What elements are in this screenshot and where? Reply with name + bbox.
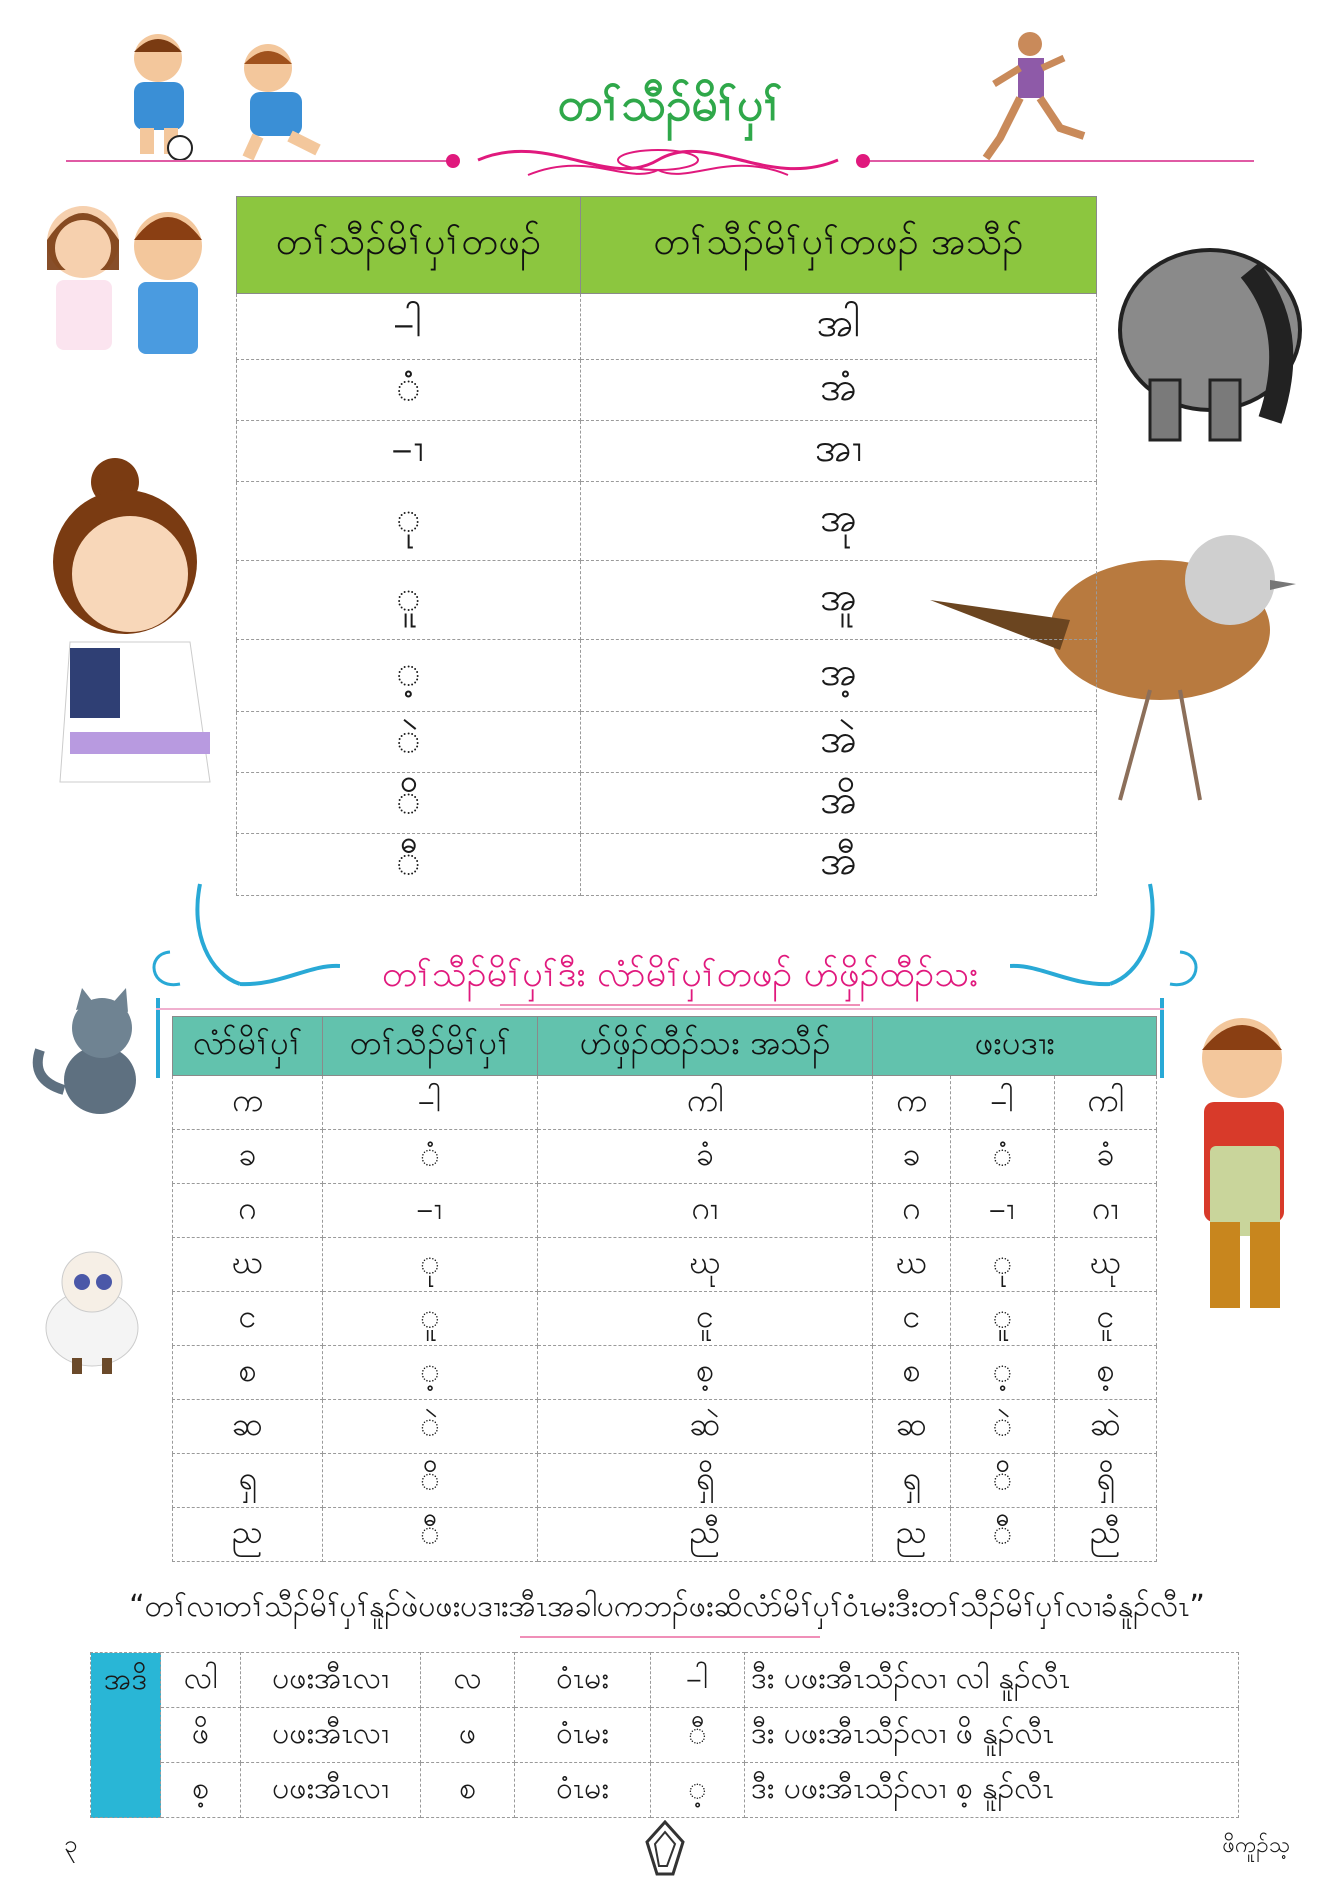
sound-cell: အူ [581, 561, 1097, 640]
boy-running-illustration [228, 40, 338, 160]
consonant-cell: ခ [173, 1130, 323, 1184]
example-mark: ့ [651, 1763, 745, 1818]
header-sound-marks: တၢ်သီၣ်မိၢ်ပှၢ်တဖၣ် [237, 197, 581, 294]
boy-with-bag-illustration [1180, 1006, 1310, 1326]
spell-result-cell: ဆဲ [1055, 1400, 1157, 1454]
header-combined-sound: ဟ်ဖှိၣ်ထီၣ်သး အသီၣ် [538, 1017, 873, 1076]
spell-mark-cell: –ၢ [951, 1184, 1055, 1238]
result-cell: ရှိ [538, 1454, 873, 1508]
example-connector: ဝံၤမး [515, 1763, 651, 1818]
spell-result-cell: ဂၢ [1055, 1184, 1157, 1238]
mark-cell: ဲ [237, 712, 581, 773]
girl-with-book-illustration [30, 452, 240, 802]
spell-result-cell: ဃု [1055, 1238, 1157, 1292]
spell-consonant-cell: င [873, 1292, 951, 1346]
quote-underline [520, 1636, 820, 1638]
consonant-cell: ရှ [173, 1454, 323, 1508]
blue-rule-right [1160, 998, 1164, 1078]
spell-mark-cell: ီ [951, 1508, 1055, 1562]
mark-cell: ီ [323, 1508, 538, 1562]
mark-cell: –ါ [237, 294, 581, 360]
consonant-cell: က [173, 1076, 323, 1130]
example-result: ဒီး ပဖးအီၤသီၣ်လၢ စ့ နူၣ်လီၤ [745, 1763, 1239, 1818]
mark-cell: ံ [237, 360, 581, 421]
result-cell: ကါ [538, 1076, 873, 1130]
spell-result-cell: ညီ [1055, 1508, 1157, 1562]
example-phrase: ပဖးအီၤလၢ [241, 1708, 421, 1763]
spell-consonant-cell: ဆ [873, 1400, 951, 1454]
section2-title: တၢ်သီၣ်မိၢ်ပှၢ်ဒီး လံာ်မိၢ်ပှၢ်တဖၣ် ဟ်ဖှိၣ်ထီၣ်သး [381, 954, 979, 995]
example-consonant: လ [421, 1653, 515, 1708]
mark-cell: ူ [323, 1292, 538, 1346]
blue-rule-left [156, 998, 160, 1078]
consonant-cell: ဆ [173, 1400, 323, 1454]
sound-cell: အဲ [581, 712, 1097, 773]
example-connector: ဝံၤမး [515, 1708, 651, 1763]
sound-cell: အီ [581, 834, 1097, 896]
spell-consonant-cell: က [873, 1076, 951, 1130]
sound-marks-table [236, 196, 1097, 896]
consonant-cell: င [173, 1292, 323, 1346]
elephant-illustration [1100, 210, 1310, 450]
consonant-cell: ဂ [173, 1184, 323, 1238]
sound-cell: အံ [581, 360, 1097, 421]
mark-cell: ူ [237, 561, 581, 640]
header-sound-mark: တၢ်သီၣ်မိၢ်ပှၢ် [323, 1017, 538, 1076]
section2-title-underline [500, 1004, 860, 1006]
example-result: ဒီး ပဖးအီၤသီၣ်လၢ လါ နူၣ်လီၤ [745, 1653, 1239, 1708]
mark-cell: –ၢ [323, 1184, 538, 1238]
example-phrase: ပဖးအီၤလၢ [241, 1763, 421, 1818]
spell-result-cell: ငူ [1055, 1292, 1157, 1346]
spell-result-cell: ခံ [1055, 1130, 1157, 1184]
example-result: ဒီး ပဖးအီၤသီၣ်လၢ ဖိ နူၣ်လီၤ [745, 1708, 1239, 1763]
example-connector: ဝံၤမး [515, 1653, 651, 1708]
spell-consonant-cell: ဂ [873, 1184, 951, 1238]
spell-result-cell: စ့ [1055, 1346, 1157, 1400]
title-dot-right [856, 154, 870, 168]
result-cell: ဆဲ [538, 1400, 873, 1454]
combination-table [172, 1016, 1157, 1562]
sheep-illustration [32, 1238, 152, 1378]
page-title: တၢ်သီၣ်မိၢ်ပှၢ် [557, 77, 783, 131]
spell-consonant-cell: ည [873, 1508, 951, 1562]
spell-consonant-cell: စ [873, 1346, 951, 1400]
example-phrase: ပဖးအီၤလၢ [241, 1653, 421, 1708]
spell-mark-cell: ူ [951, 1292, 1055, 1346]
result-cell: ဃု [538, 1238, 873, 1292]
example-consonant: ဖ [421, 1708, 515, 1763]
example-consonant: စ [421, 1763, 515, 1818]
consonant-cell: စ [173, 1346, 323, 1400]
spell-mark-cell: ဲ [951, 1400, 1055, 1454]
section2-rule [156, 1008, 1164, 1010]
title-dot-left [446, 154, 460, 168]
page-number: ၃ [64, 1830, 78, 1858]
sound-cell: အိ [581, 773, 1097, 834]
example-word: ဖိ [161, 1708, 241, 1763]
spell-result-cell: ကါ [1055, 1076, 1157, 1130]
example-mark: ီ [651, 1708, 745, 1763]
spell-mark-cell: ိ [951, 1454, 1055, 1508]
example-mark: –ါ [651, 1653, 745, 1708]
sound-cell: အ့ [581, 640, 1097, 712]
spell-consonant-cell: ရှ [873, 1454, 951, 1508]
mark-cell: ု [237, 482, 581, 561]
spell-consonant-cell: ခ [873, 1130, 951, 1184]
example-word: စ့ [161, 1763, 241, 1818]
mark-cell: –ါ [323, 1076, 538, 1130]
mark-cell: ီ [237, 834, 581, 896]
spell-result-cell: ရှိ [1055, 1454, 1157, 1508]
header-sound-marks-sound: တၢ်သီၣ်မိၢ်ပှၢ်တဖၣ် အသီၣ် [581, 197, 1097, 294]
title-flourish [468, 130, 848, 190]
boy-soccer-illustration [108, 30, 218, 160]
spell-mark-cell: –ါ [951, 1076, 1055, 1130]
header-consonant: လံာ်မိၢ်ပှၢ် [173, 1017, 323, 1076]
example-label: အဒိ [91, 1653, 161, 1818]
sound-cell: အု [581, 482, 1097, 561]
school-children-illustration [28, 190, 228, 370]
header-spelling: ဖးပဒၢး [873, 1017, 1157, 1076]
mark-cell: ့ [323, 1346, 538, 1400]
runner-illustration [980, 28, 1090, 168]
mark-cell: –ၢ [237, 421, 581, 482]
title-line-left [66, 160, 450, 162]
result-cell: ခံ [538, 1130, 873, 1184]
sound-cell: အၢ [581, 421, 1097, 482]
rule-quote: “တၢ်လၢတၢ်သီၣ်မိၢ်ပှၢ်နူၣ်ဖဲပဖးပဒၢးအီၤအခါပကဘၣ်ဖးဆိလံာ်မိၢ်ပှၢ်ဝံၤမးဒီးတၢ်သီၣ်မိၢ်ပှၢ်လၢခံနူၣ်လီၤ” [129, 1589, 1205, 1624]
mark-cell: ိ [237, 773, 581, 834]
author-name: ဖိကူၣ်သ့ [1222, 1833, 1290, 1858]
consonant-cell: ဃ [173, 1238, 323, 1292]
spell-mark-cell: ံ [951, 1130, 1055, 1184]
result-cell: ညီ [538, 1508, 873, 1562]
result-cell: ဂၢ [538, 1184, 873, 1238]
example-word: လါ [161, 1653, 241, 1708]
mark-cell: ံ [323, 1130, 538, 1184]
publisher-logo-icon [645, 1820, 685, 1876]
example-table [90, 1652, 1239, 1818]
mark-cell: ု [323, 1238, 538, 1292]
mark-cell: ဲ [323, 1400, 538, 1454]
consonant-cell: ည [173, 1508, 323, 1562]
mark-cell: ့ [237, 640, 581, 712]
result-cell: စ့ [538, 1346, 873, 1400]
cat-illustration [30, 980, 150, 1120]
spell-consonant-cell: ဃ [873, 1238, 951, 1292]
mark-cell: ိ [323, 1454, 538, 1508]
sound-cell: အါ [581, 294, 1097, 360]
spell-mark-cell: ု [951, 1238, 1055, 1292]
result-cell: ငူ [538, 1292, 873, 1346]
spell-mark-cell: ့ [951, 1346, 1055, 1400]
